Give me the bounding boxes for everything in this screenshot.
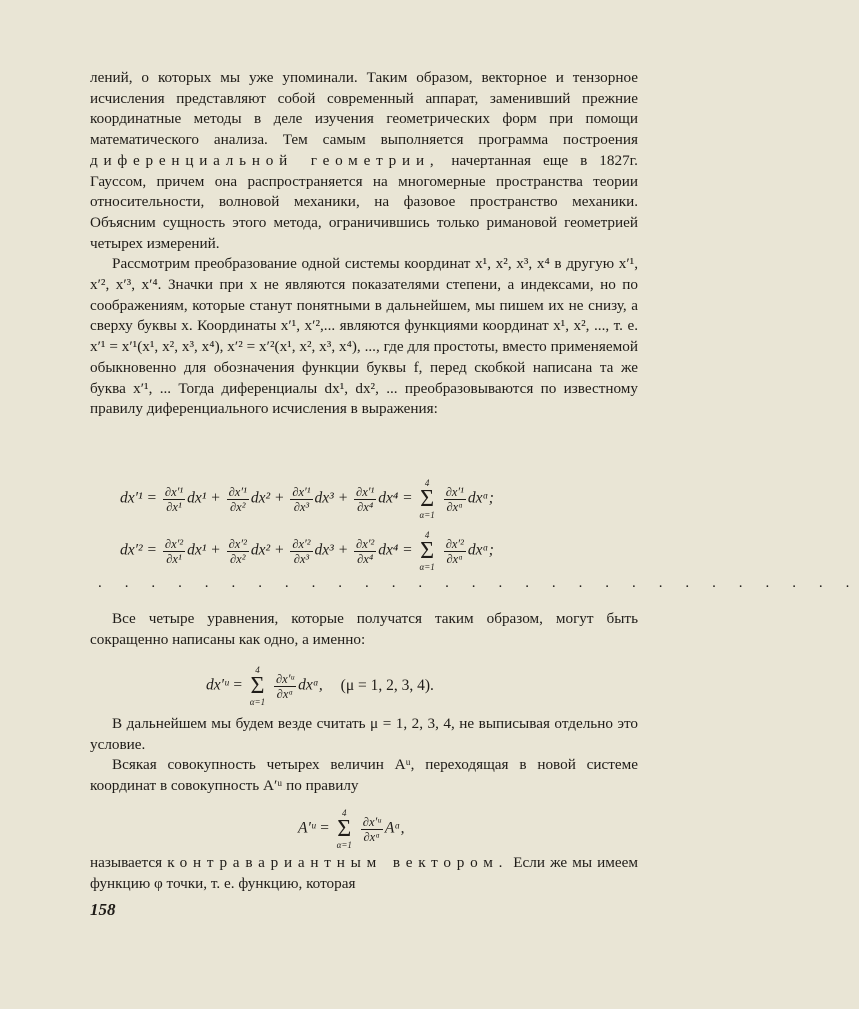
dotted-separator: . . . . . . . . . . . . . . . . . . . . . . . . . . . . . xyxy=(98,575,859,591)
eq2-lhs: dx′² = xyxy=(120,541,158,559)
equation-1-line xyxy=(120,478,494,520)
eq1-frac-tail: $\frac{\text{∂x′¹}}{\text{∂xᵅ}}$ xyxy=(445,484,464,514)
eq2-frac-1: $\frac{\text{∂x′²}}{\text{∂x¹}}$ xyxy=(164,536,184,566)
text-block-bottom xyxy=(90,853,638,894)
eq1-term-3: dx³ + xyxy=(314,489,349,507)
paragraph-2: Рассмотрим преобразование одной системы координат x¹, x², x³, x⁴ в другую x′¹, x′², x′³, x′⁴. Значки при x не являются показателями степени, а индексами, но по соображениям, которые станут понятными в дальнейшем, мы пишем их не снизу, а сверху буквы x. Координаты x′¹, x′²,... являются функциями координат x¹, x², ..., т. е. x′¹ = x′¹(x¹, x², x³, x⁴), x′² = x′²(x¹, x², x³, x⁴), ..., где для простоты, вместо применяемой обыкновенно для обозначения функции буквы f, перед скобкой написана та же буква x′¹, ... Тогда диференциалы dx¹, dx², ... преобразовываются по известному правилу диференциального исчисления в выражения: xyxy=(90,255,638,418)
paragraph-1-text: лений, о которых мы уже упоминали. Таким образом, векторное и тензорное исчисления представляют собой современный аппарат, заменивший прежние координатные методы в деле изучения геометрических форм при помощи математического анализа. Тем самым выполняется программа построения xyxy=(90,69,638,149)
eq3-frac: $\frac{\text{∂x′ᵘ}}{\text{∂xᵅ}}$ xyxy=(275,671,295,701)
paragraph-4: В дальнейшем мы будем везде считать μ = 1, 2, 3, 4, не выписывая отдельно это условие. xyxy=(90,715,638,753)
eq2-term-4: dx⁴ = xyxy=(378,541,413,559)
eq2-term-3: dx³ + xyxy=(314,541,349,559)
eq4-tail: Aᵅ, xyxy=(384,819,405,837)
eq4-frac: $\frac{\text{∂x′ᵘ}}{\text{∂xᵅ}}$ xyxy=(362,814,381,844)
eq3-condition: (μ = 1, 2, 3, 4). xyxy=(340,676,434,694)
eq1-frac-1: $\frac{\text{∂x′¹}}{\text{∂x¹}}$ xyxy=(164,484,184,514)
eq2-frac-4: $\frac{\text{∂x′²}}{\text{∂x⁴}}$ xyxy=(356,536,375,566)
text-block-lower xyxy=(90,714,638,797)
eq2-frac-tail: $\frac{\text{∂x′²}}{\text{∂xᵅ}}$ xyxy=(445,536,464,566)
eq3-tail: dxᵅ, xyxy=(298,676,323,694)
equation-4-line xyxy=(298,808,404,850)
eq1-tail: dxᵅ; xyxy=(467,489,494,507)
eq1-frac-2: $\frac{\text{∂x′¹}}{\text{∂x²}}$ xyxy=(228,484,247,514)
paragraph-3: Все четыре уравнения, которые получатся таким образом, могут быть сокращенно написаны как одно, а именно: xyxy=(90,610,638,648)
text-block-top xyxy=(90,68,638,420)
paragraph-6-head: называется xyxy=(90,854,163,871)
eq2-frac-3: $\frac{\text{∂x′²}}{\text{∂x³}}$ xyxy=(292,536,311,566)
paragraph-5: Всякая совокупность четырех величин Aᵘ, переходящая в новой системе координат в совокупность A′ᵘ по правилу xyxy=(90,756,638,795)
eq1-sum-sign: 4 Σ α=1 xyxy=(419,478,435,520)
page-number: 158 xyxy=(90,900,116,919)
eq2-sum-sign: 4 Σ α=1 xyxy=(419,530,435,572)
eq1-lhs: dx′¹ = xyxy=(120,489,158,507)
eq1-term-1: dx¹ + xyxy=(187,489,221,507)
paragraph-6 xyxy=(90,853,638,894)
text-block-middle xyxy=(90,609,638,650)
paragraph-1-spaced-term: диференциальной геометрии, xyxy=(90,151,440,169)
eq2-tail: dxᵅ; xyxy=(467,541,494,559)
eq2-term-1: dx¹ + xyxy=(187,541,221,559)
paragraph-1-tail: начертанная еще в 1827г. Гауссом, причем она распространяется на многомерные пространства теории относительности, волновой механики, на фазовое пространство механики. Объясним сущность этого метода, ограничившись только римановой геометрией четырех измерений. xyxy=(90,151,638,252)
eq4-lhs: A′ᵘ = xyxy=(298,819,330,837)
eq1-frac-3: $\frac{\text{∂x′¹}}{\text{∂x³}}$ xyxy=(292,484,311,514)
eq1-term-4: dx⁴ = xyxy=(378,489,413,507)
paragraph-6-spaced-term: контравариантным вектором. xyxy=(167,854,509,871)
eq2-term-2: dx² + xyxy=(250,541,285,559)
eq4-sum-sign: 4 Σ α=1 xyxy=(336,808,352,850)
paragraph-1 xyxy=(90,68,638,254)
equation-3-line xyxy=(206,665,434,707)
eq3-sum-sign: 4 Σ α=1 xyxy=(249,665,266,707)
eq1-frac-4: $\frac{\text{∂x′¹}}{\text{∂x⁴}}$ xyxy=(356,484,375,514)
eq2-frac-2: $\frac{\text{∂x′²}}{\text{∂x²}}$ xyxy=(228,536,247,566)
eq3-lhs: dx′ᵘ = xyxy=(206,676,243,694)
paragraph-6-tail: Если же мы имеем функцию φ точки, т. е. функцию, которая xyxy=(90,854,638,892)
equation-2-line xyxy=(120,530,494,572)
eq1-term-2: dx² + xyxy=(250,489,285,507)
